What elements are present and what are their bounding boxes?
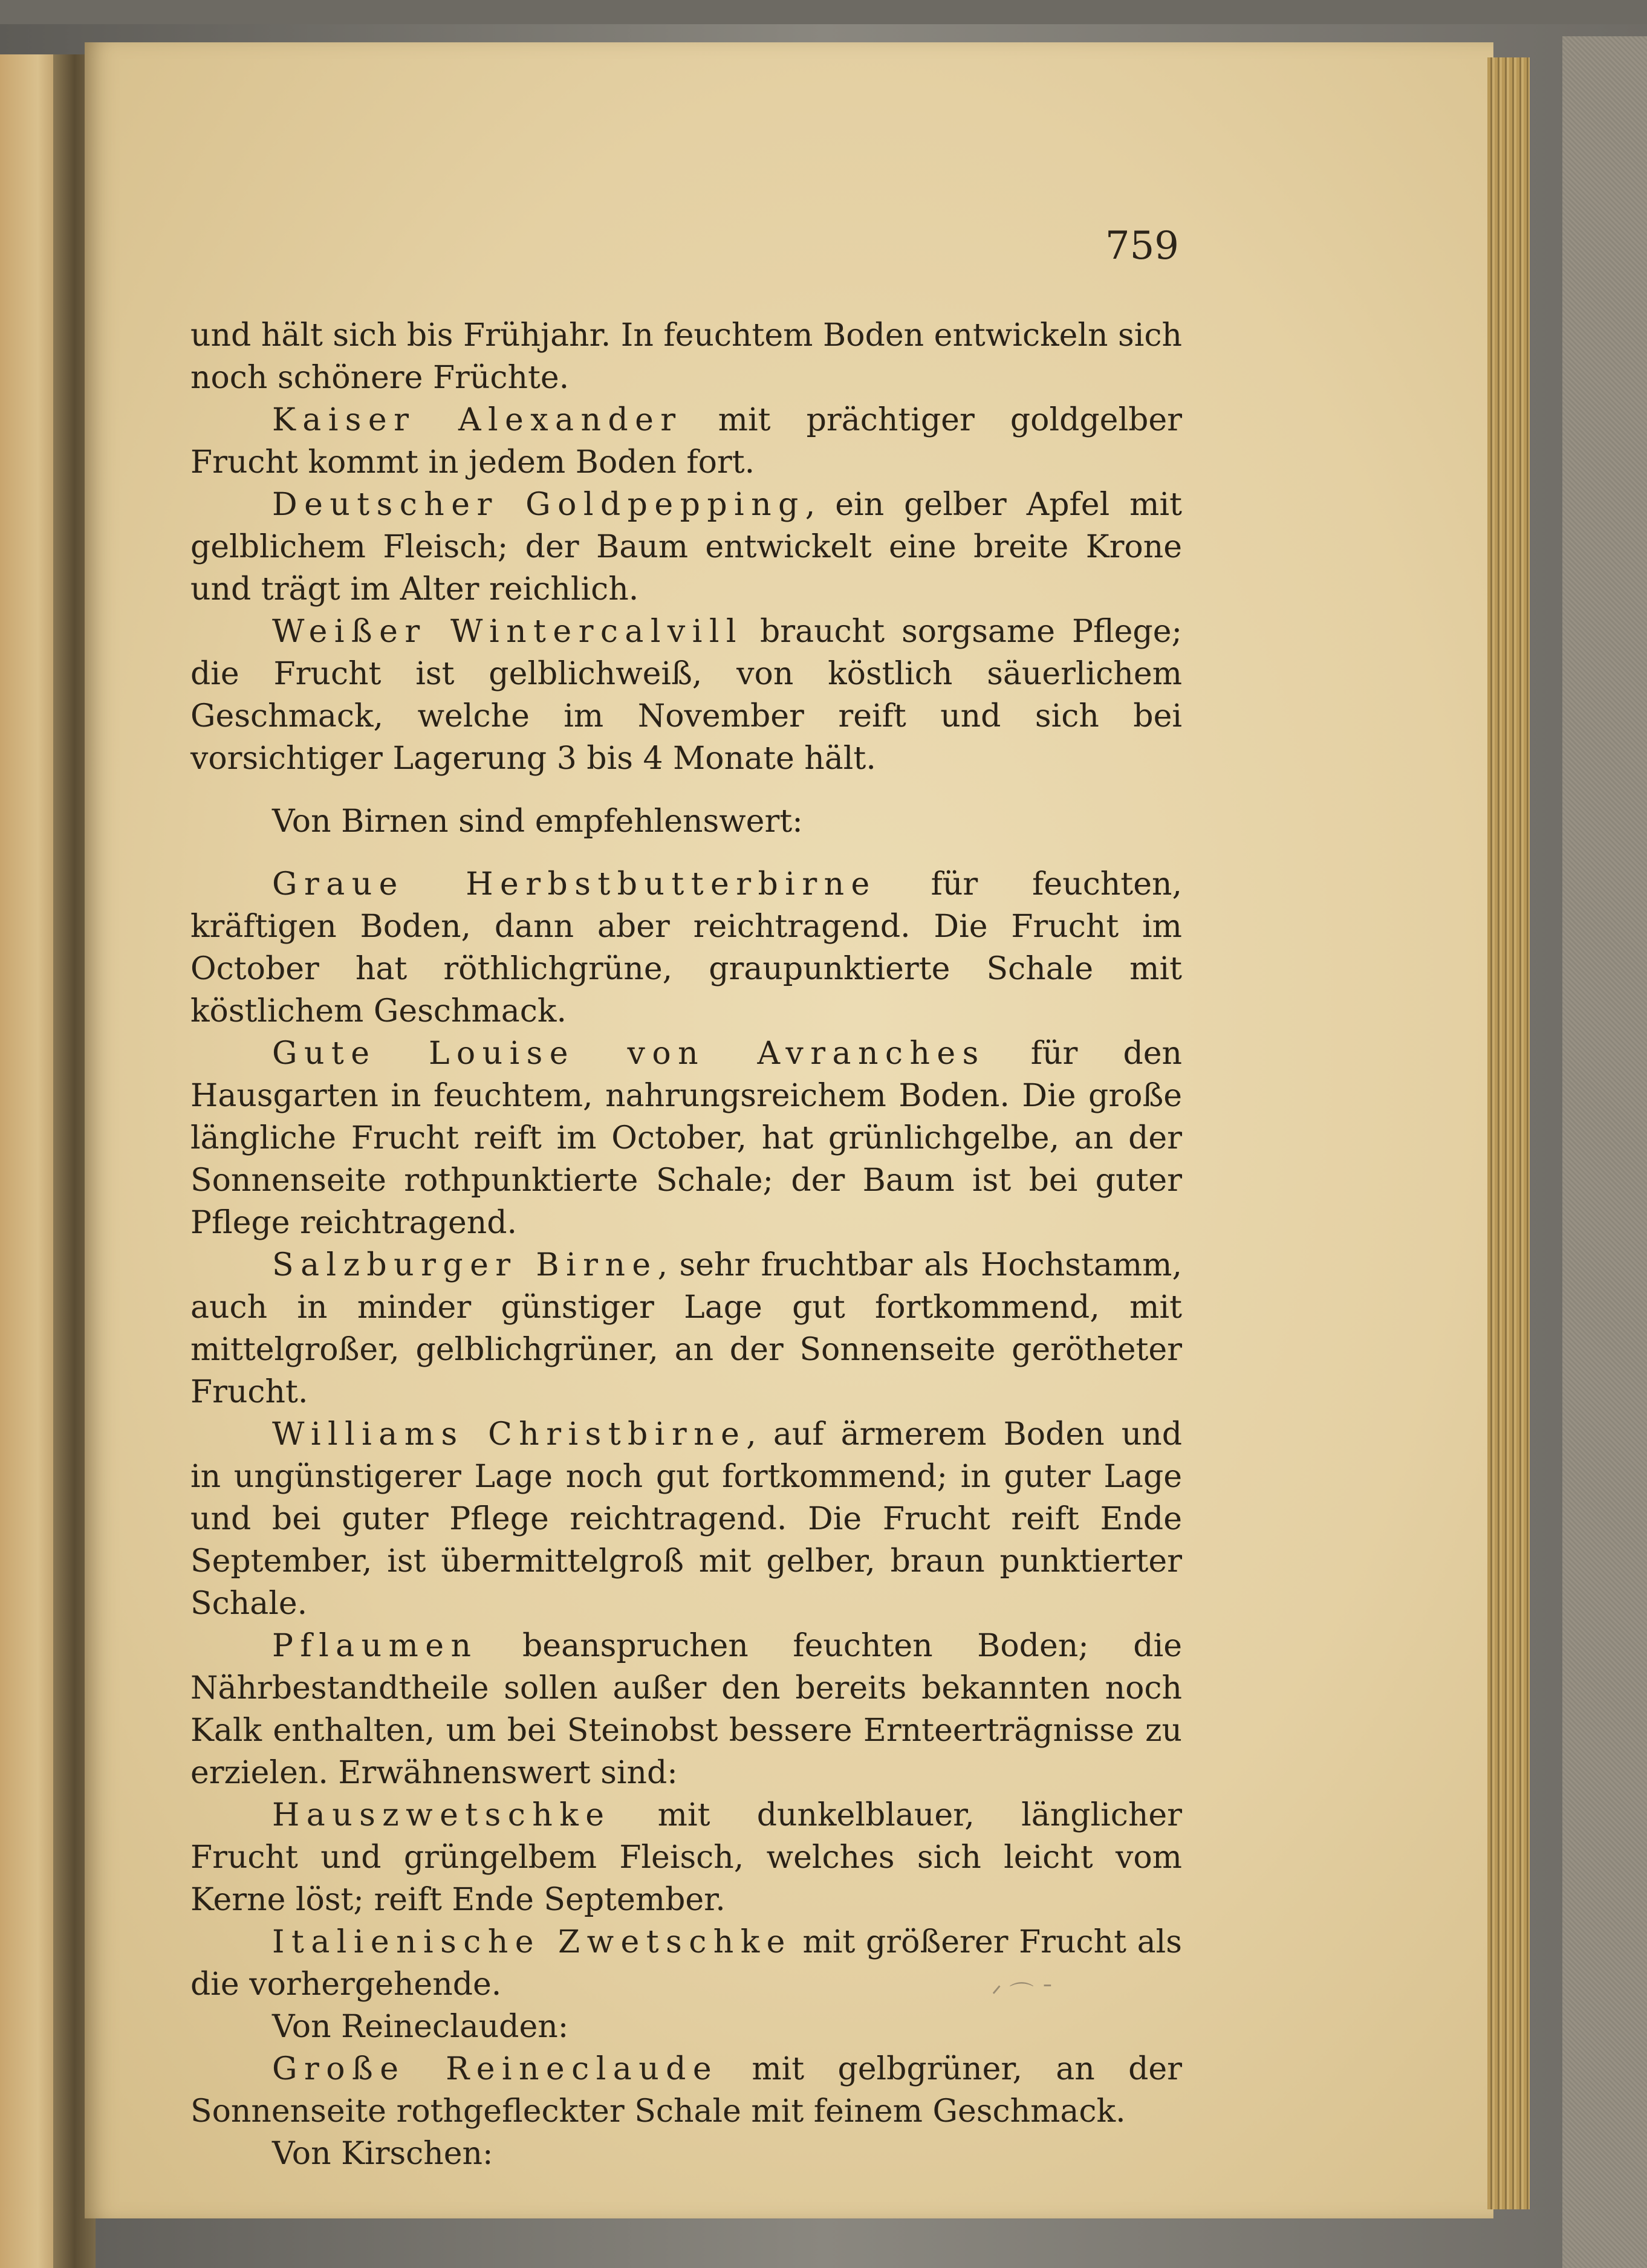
variety-entry xyxy=(190,611,1182,780)
variety-entry xyxy=(190,1794,1182,1921)
page-text xyxy=(190,314,1182,2175)
variety-name: Deutscher Goldpepping xyxy=(272,487,805,523)
variety-name: Kaiser Alexander xyxy=(272,402,683,438)
variety-name: Graue Herbstbutterbirne xyxy=(272,866,877,902)
variety-name: Salzburger Birne xyxy=(272,1247,658,1283)
variety-description: mit gelbgrüner, an der Sonnenseite rothgefleckter Schale mit feinem Geschmack. xyxy=(190,2051,1182,2130)
variety-name: Williams Christbirne xyxy=(272,1416,747,1453)
section-heading-text: Von Kirschen: xyxy=(272,2136,493,2172)
variety-entry xyxy=(190,2048,1182,2133)
variety-description: mit prächtiger goldgelber Frucht kommt in jedem Boden fort. xyxy=(190,402,1182,481)
variety-name: Hauszwetschke xyxy=(272,1797,611,1833)
variety-entry xyxy=(190,1032,1182,1244)
stray-marks: ᐟ ⌒ ˉ xyxy=(992,1981,1054,2009)
variety-description: für den Hausgarten in feuchtem, nahrungsreichem Boden. Die große längliche Frucht reift im October, hat grünlichgelbe, an der Sonnenseite rothpunktierte Schale; der Baum ist bei guter Pflege reichtragend. xyxy=(190,1035,1183,1241)
variety-name: Weißer Wintercalvill xyxy=(272,614,743,650)
variety-entry xyxy=(190,1413,1182,1625)
variety-entry xyxy=(190,1244,1182,1413)
variety-description: , auf ärmerem Boden und in ungünstigerer Lage noch gut fortkommend; in guter Lage und bei guter Pflege reichtragend. Die Frucht reift Ende September, ist übermittelgroß mit gelber, braun punktierter Schale. xyxy=(190,1416,1182,1622)
section-heading-text: Von Reineclauden: xyxy=(272,2009,569,2045)
variety-name: Große Reineclaude xyxy=(272,2051,719,2087)
variety-description: , sehr fruchtbar als Hochstamm, auch in minder günstiger Lage gut fortkommend, mit mittelgroßer, gelblichgrüner, an der Sonnenseite gerötheter Frucht. xyxy=(190,1247,1182,1410)
variety-description: , ein gelber Apfel mit gelblichem Fleisch; der Baum entwickelt eine breite Krone und trägt im Alter reichlich. xyxy=(190,487,1182,608)
page-number: 759 xyxy=(1105,224,1179,268)
section-heading xyxy=(190,2133,1182,2175)
variety-name: Italienische Zwetschke xyxy=(272,1924,792,1960)
variety-entry xyxy=(190,1625,1182,1794)
page-stack-edges xyxy=(1487,57,1530,2209)
section-heading xyxy=(190,800,1182,843)
variety-entry xyxy=(190,484,1182,611)
variety-name: Gute Louise von Avranches xyxy=(272,1035,986,1072)
variety-entry xyxy=(190,399,1182,484)
variety-description: für feuchten, kräftigen Boden, dann aber reichtragend. Die Frucht im October hat röthlichgrüne, graupunktierte Schale mit köstlichem Geschmack. xyxy=(190,866,1182,1029)
paragraph xyxy=(190,314,1182,399)
section-heading xyxy=(190,2006,1182,2048)
cover-cloth-edge xyxy=(1562,36,1647,2268)
variety-description: mit größerer Frucht als die vorhergehende. xyxy=(190,1924,1182,2003)
section-heading-text: Von Birnen sind empfehlenswert: xyxy=(272,803,803,840)
variety-description: braucht sorgsame Pflege; die Frucht ist gelblichweiß, von köstlich säuerlichem Geschmack, welche im November reift und sich bei vorsichtiger Lagerung 3 bis 4 Monate hält. xyxy=(190,614,1182,777)
paragraph-text: und hält sich bis Frühjahr. In feuchtem Boden entwickeln sich noch schönere Früchte. xyxy=(190,317,1182,396)
variety-entry xyxy=(190,863,1182,1032)
variety-description: beanspruchen feuchten Boden; die Nährbestandtheile sollen außer den bereits bekannten noch Kalk enthalten, um bei Steinobst bessere Ernteerträgnisse zu erzielen. Erwähnenswert sind: xyxy=(190,1628,1182,1791)
variety-description: mit dunkelblauer, länglicher Frucht und grüngelbem Fleisch, welches sich leicht vom Kerne löst; reift Ende September. xyxy=(190,1797,1182,1918)
variety-name: Pflaumen xyxy=(272,1628,478,1664)
